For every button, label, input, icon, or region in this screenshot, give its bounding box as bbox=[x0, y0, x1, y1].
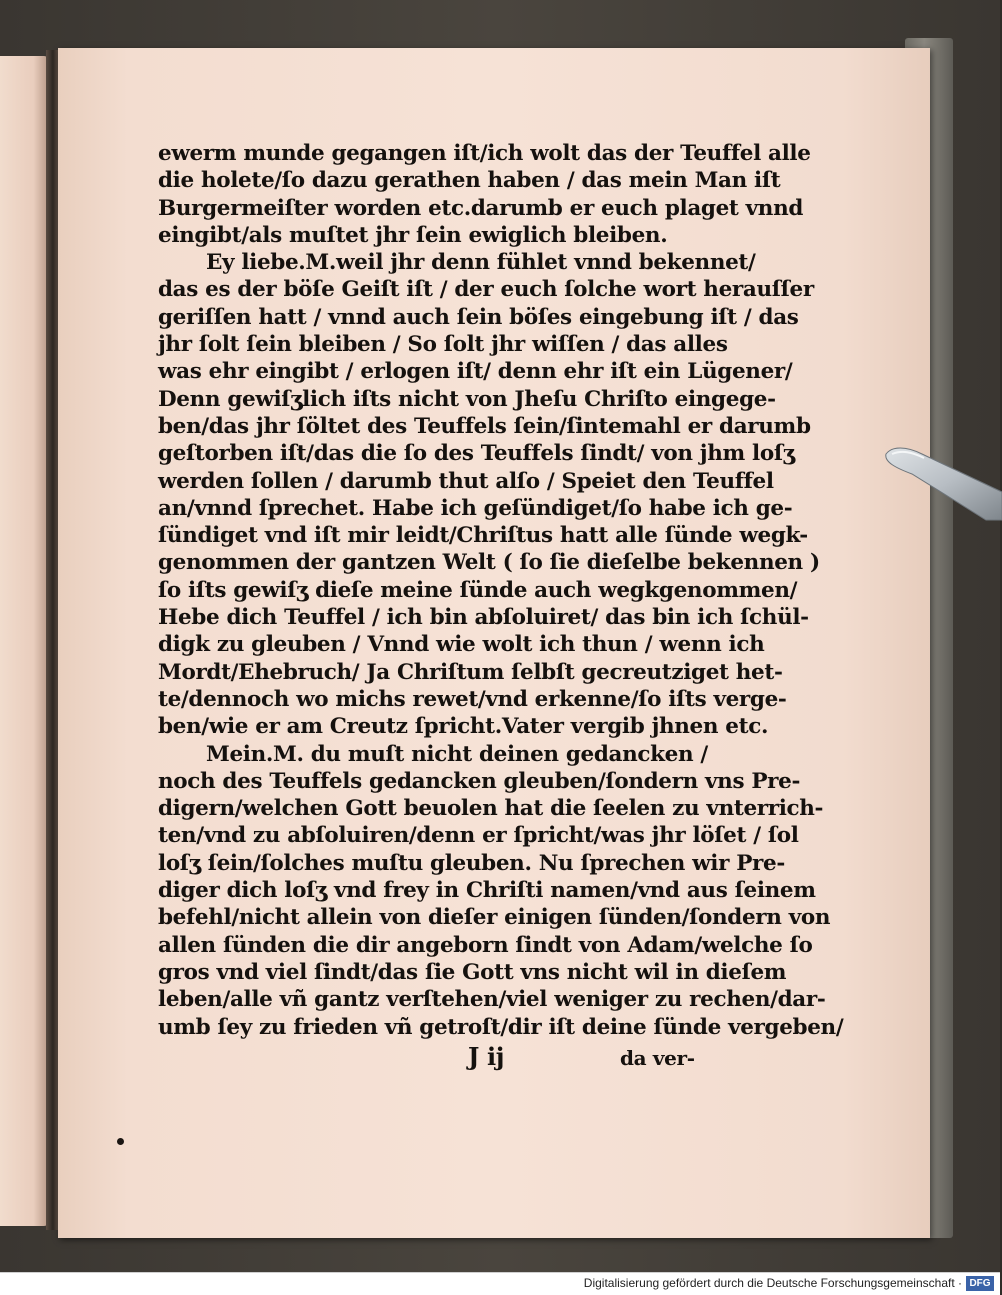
signature-mark: J ij bbox=[468, 1041, 505, 1071]
text-line: digern/welchen Gott beuolen hat die ſeelen zu vnterrich- bbox=[158, 796, 824, 822]
text-line: geſtorben iſt/das die ſo des Teuffels ſindt/ von jhm loſʒ bbox=[158, 441, 795, 467]
text-line: allen ſünden die dir angeborn ſindt von Adam/welche ſo bbox=[158, 932, 813, 958]
pointer-pen bbox=[882, 440, 1002, 520]
paragraph-start-line: Ey liebe.M.weil jhr denn fühlet vnnd bekennet/ bbox=[206, 250, 756, 276]
left-page-edge bbox=[0, 56, 48, 1226]
text-line: was ehr eingibt / erlogen iſt/ denn ehr iſt ein Lügener/ bbox=[158, 359, 793, 385]
text-line: Mordt/Ehebruch/ Ja Chriſtum ſelbſt gecreutziget het- bbox=[158, 659, 783, 685]
text-line: Hebe dich Teuffel / ich bin abſoluiret/ das bin ich ſchül- bbox=[158, 605, 809, 631]
signature-line bbox=[158, 1043, 703, 1075]
text-line: Denn gewiſʒlich iſts nicht von Jheſu Chriſto eingege- bbox=[158, 386, 776, 412]
text-line: werden ſollen / darumb thut alſo / Speiet den Teuffel bbox=[158, 468, 774, 494]
text-line: gros vnd viel ſindt/das ſie Gott vns nicht wil in dieſem bbox=[158, 959, 787, 985]
ink-dot bbox=[117, 1138, 124, 1145]
footer-bar bbox=[0, 1272, 1000, 1295]
text-line: ben/wie er am Creutz ſpricht.Vater vergib jhnen etc. bbox=[158, 714, 769, 740]
text-line: geriſſen hatt / vnnd auch ſein böſes eingebung iſt / das bbox=[158, 304, 799, 330]
text-line: ſo iſts gewiſʒ dieſe meine ſünde auch wegkgenommen/ bbox=[158, 577, 798, 603]
text-line: umb ſey zu frieden vñ getroſt/dir iſt deine ſünde vergeben/ bbox=[158, 1014, 844, 1040]
text-line: genommen der gantzen Welt ( ſo ſie dieſelbe bekennen ) bbox=[158, 550, 820, 576]
catchword: da ver- bbox=[620, 1045, 695, 1070]
text-line: ten/vnd zu abſoluiren/denn er ſpricht/was jhr löſet / ſol bbox=[158, 823, 799, 849]
dfg-logo: DFG bbox=[966, 1276, 994, 1291]
text-line: digk zu gleuben / Vnnd wie wolt ich thun / wenn ich bbox=[158, 632, 765, 658]
text-line: die holete/ſo dazu gerathen haben / das mein Man iſt bbox=[158, 168, 781, 194]
text-line: noch des Teuffels gedancken gleuben/ſondern vns Pre- bbox=[158, 768, 801, 794]
text-line: jhr ſolt ſein bleiben / So ſolt jhr wiſſen / das alles bbox=[158, 332, 728, 358]
text-line: befehl/nicht allein von dieſer einigen ſünden/ſondern von bbox=[158, 905, 831, 931]
text-line: das es der böſe Geiſt iſt / der euch ſolche wort herauſſer bbox=[158, 277, 814, 303]
text-line: Burgermeiſter worden etc.darumb er euch plaget vnnd bbox=[158, 195, 804, 221]
page-text bbox=[158, 140, 844, 1075]
text-line: eingibt/als muſtet jhr ſein ewiglich bleiben. bbox=[158, 222, 668, 248]
text-line: diger dich loſʒ vnd frey in Chriſti namen/vnd aus ſeinem bbox=[158, 878, 816, 904]
text-line: te/dennoch wo michs rewet/vnd erkenne/ſo iſts verge- bbox=[158, 686, 787, 712]
text-line: ewerm munde gegangen iſt/ich wolt das der Teuffel alle bbox=[158, 141, 811, 166]
paragraph-start-line: Mein.M. du muſt nicht deinen gedancken / bbox=[206, 741, 708, 767]
footer-credit: Digitalisierung gefördert durch die Deutsche Forschungsgemeinschaft · bbox=[583, 1276, 962, 1290]
text-line: an/vnnd ſprechet. Habe ich geſündiget/ſo habe ich ge- bbox=[158, 495, 793, 521]
text-line: leben/alle vñ gantz verſtehen/viel weniger zu rechen/dar- bbox=[158, 987, 826, 1013]
text-line: ſündiget vnd iſt mir leidt/Chriſtus hatt alle ſünde wegk- bbox=[158, 523, 808, 549]
text-line: ben/das jhr ſöltet des Teuffels ſein/ſintemahl er darumb bbox=[158, 413, 811, 439]
text-line: loſʒ ſein/ſolches muſtu gleuben. Nu ſprechen wir Pre- bbox=[158, 850, 785, 876]
